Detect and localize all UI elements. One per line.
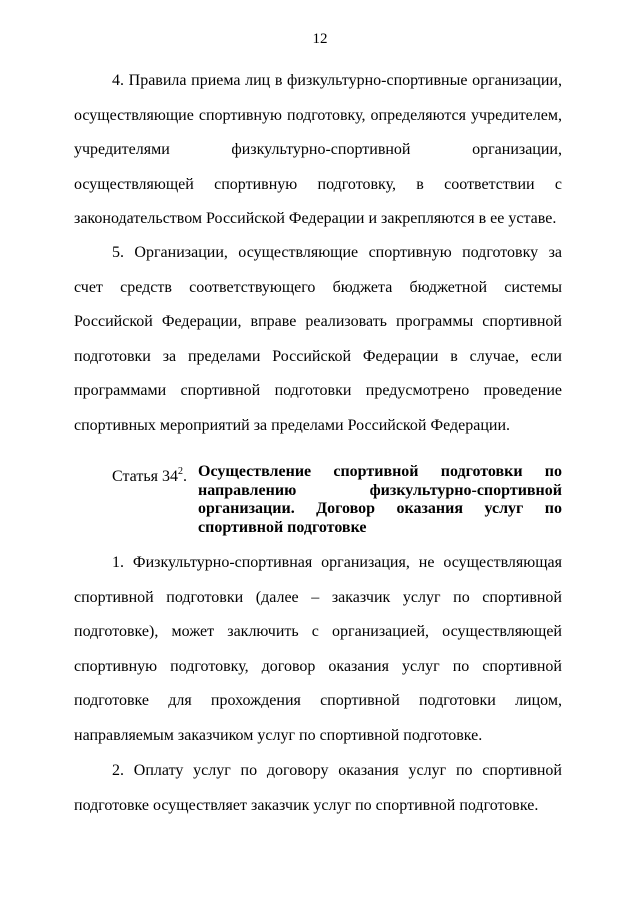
article-label [112,463,187,486]
article-paragraph-2: 2. Оплату услуг по договору оказания услуг по спортивной подготовке осуществляет заказчик услуг по спортивной подготовке. [74,762,562,814]
article-superscript: 2 [177,466,183,477]
paragraph-5: 5. Организации, осуществляющие спортивную подготовку за счет средств соответствующего бюджета бюджетной системы Российской Федерации, вправе реализовать программы спортивной подготовки за пределами Российской Федерации в случае, если программами спортивной подготовки предусмотрено проведение спортивных мероприятий за пределами Российской Федерации. [74,244,562,434]
article-label-suffix: . [182,468,187,485]
article-paragraph-1: 1. Физкультурно-спортивная организация, не осуществляющая спортивной подготовки (далее – заказчик услуг по спортивной подготовке), может заключить с организацией, осуществляющей спортивную подготовку, договор оказания услуг по спортивной подготовке для прохождения спортивной подготовки лицом, направляемым заказчиком услуг по спортивной подготовке. [74,554,562,744]
paragraph-4: 4. Правила приема лиц в физкультурно-спортивные организации, осуществляющие спортивную подготовку, определяются учредителем, учредителями физкультурно-спортивной организации, осуществляющей спортивную подготовку, в соответствии с законодательством Российской Федерации и закрепляются в ее уставе. [74,72,562,227]
article-title: Осуществление спортивной подготовки по направлению физкультурно-спортивной организации. Договор оказания услуг по спортивной подготовке [198,463,562,536]
page-number: 12 [312,31,328,47]
article-number: Статья 34 [112,468,178,485]
